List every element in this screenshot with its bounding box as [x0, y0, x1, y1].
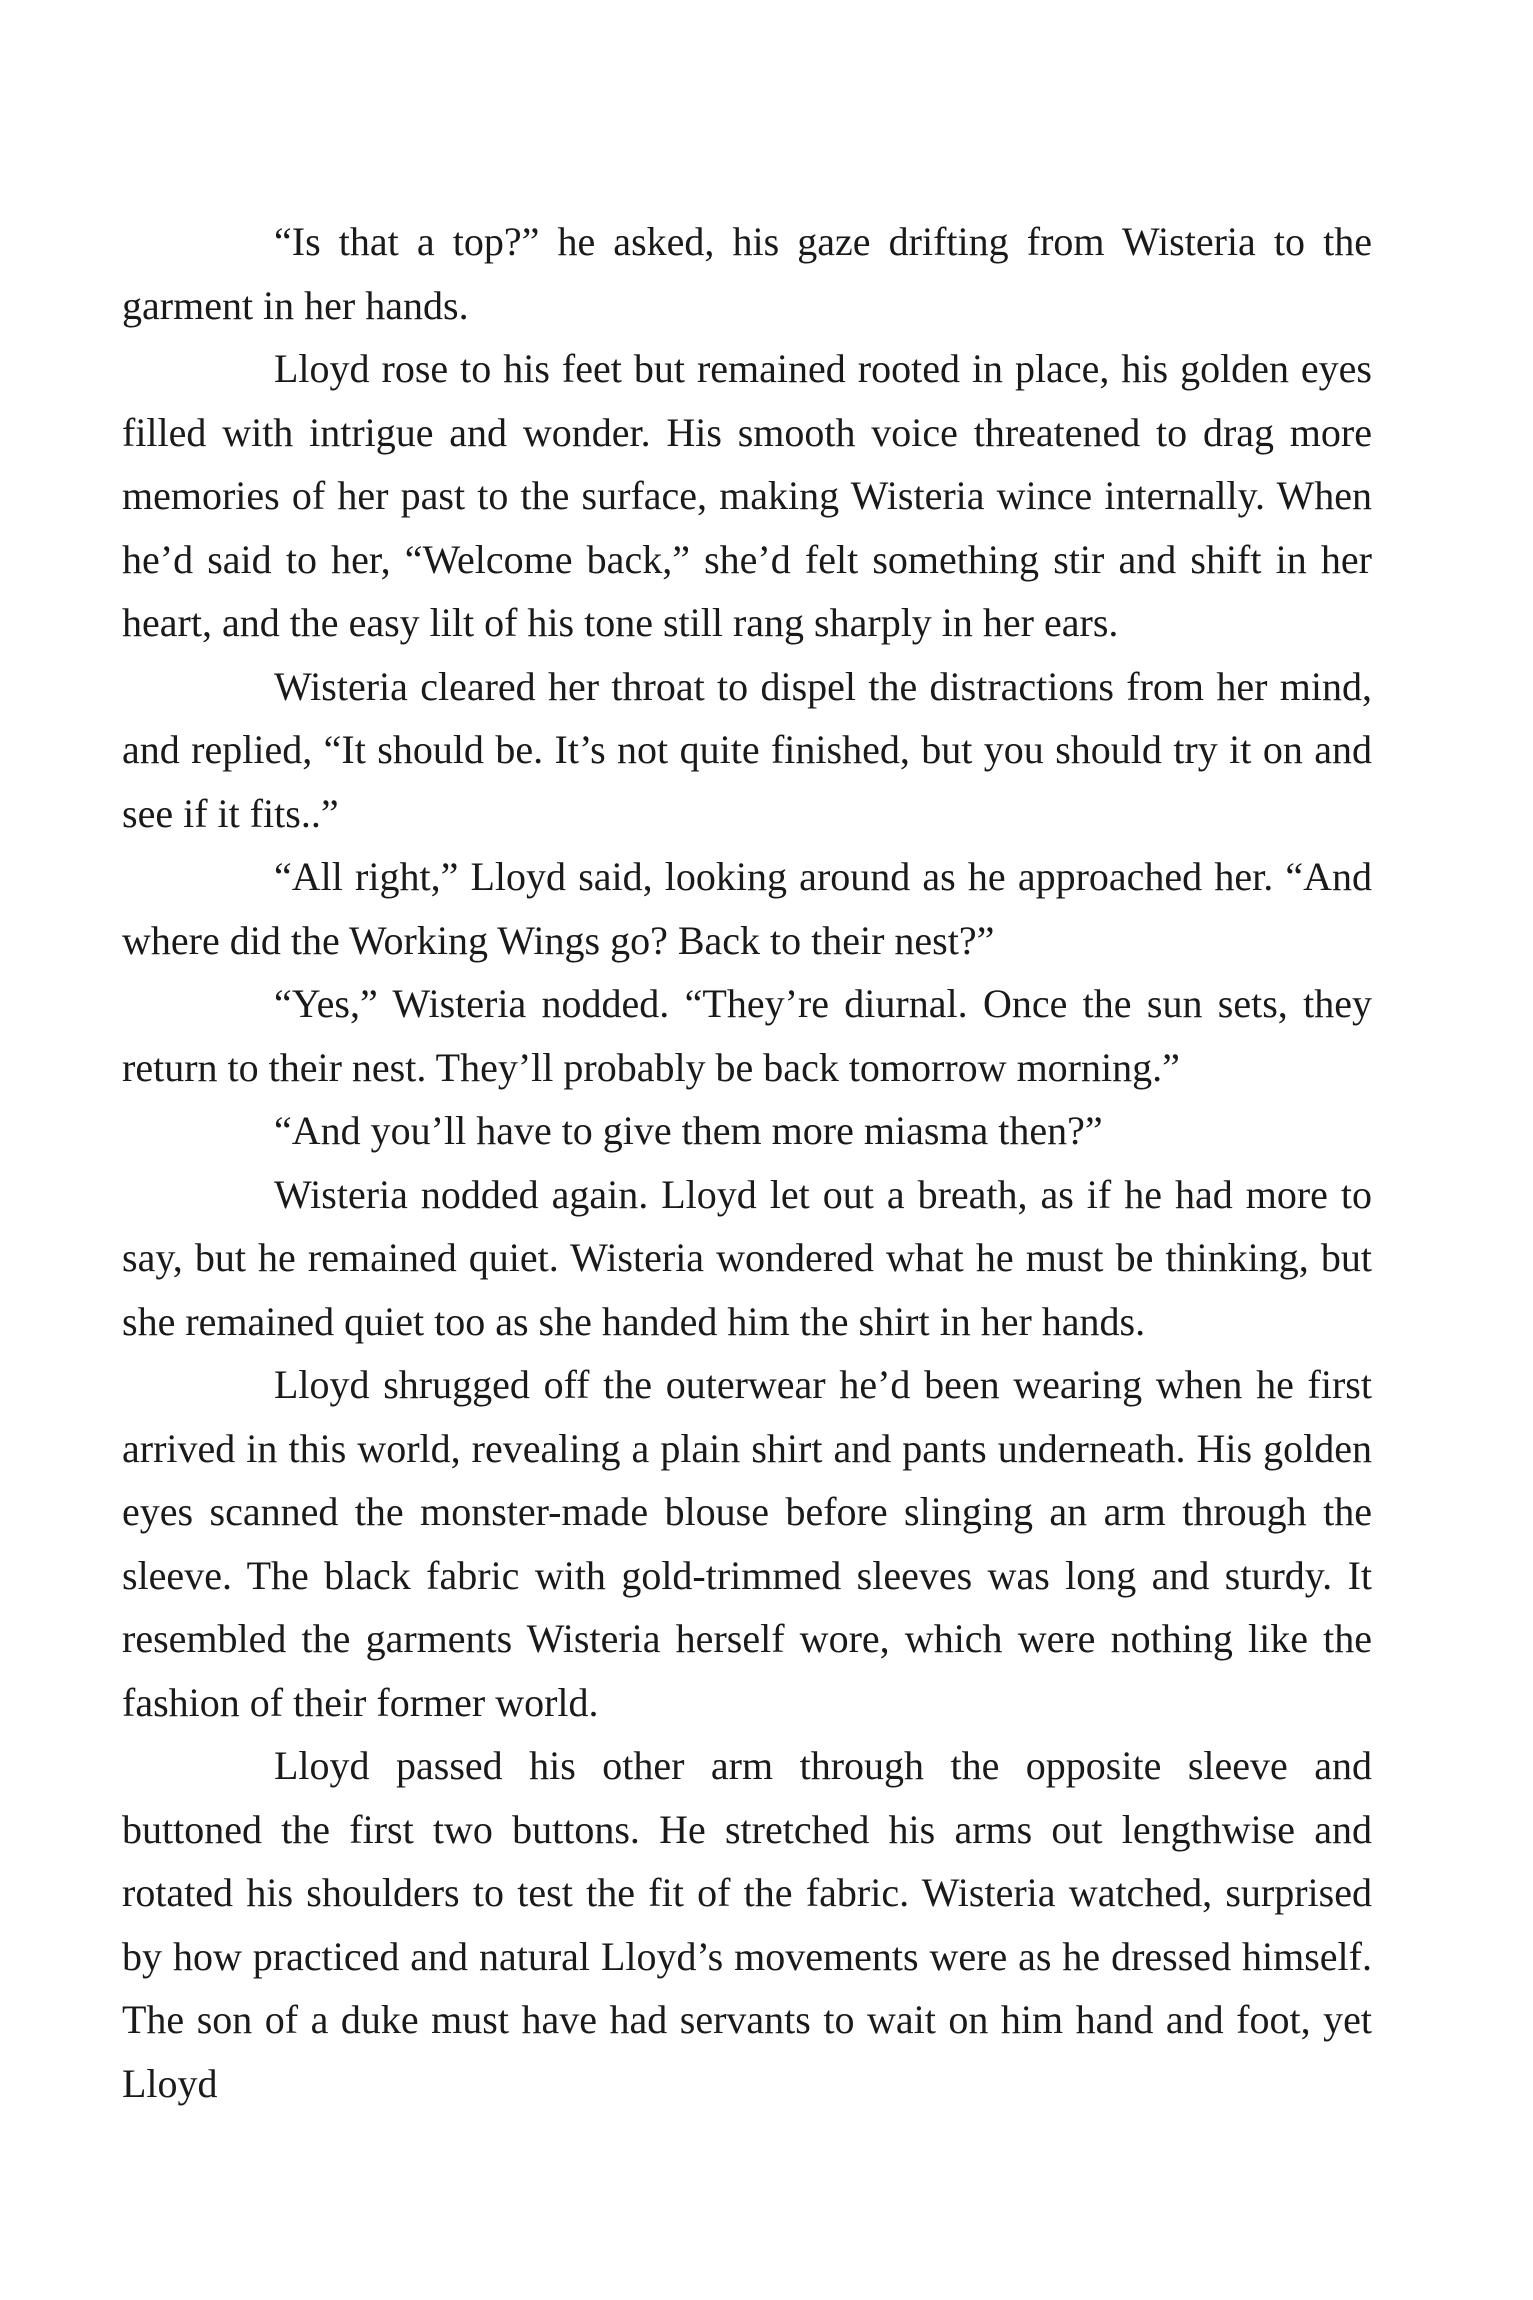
paragraph: “All right,” Lloyd said, looking around as he approached her. “And where did the Working Wings go? Back to their nest?” [122, 854, 1372, 963]
paragraph: “And you’ll have to give them more miasma then?” [274, 1108, 1103, 1153]
paragraph: “Is that a top?” he asked, his gaze drifting from Wisteria to the garment in her hands. [122, 219, 1372, 328]
paragraph: Lloyd passed his other arm through the opposite sleeve and buttoned the first two buttons. He stretched his arms out lengthwise and rotated his shoulders to test the fit of the fabric. Wisteria watched, surprised by how practiced and natural Lloyd’s movements were as he dressed himself. The son of a duke must have had servants to wait on him hand and foot, yet Lloyd [122, 1743, 1372, 2106]
paragraph: “Yes,” Wisteria nodded. “They’re diurnal. Once the sun sets, they return to their nest. They’ll probably be back tomorrow morning.” [122, 981, 1372, 1090]
paragraph: Wisteria cleared her throat to dispel the distractions from her mind, and replied, “It should be. It’s not quite finished, but you should try it on and see if it fits..” [122, 663, 1372, 836]
page-body [122, 210, 1372, 2115]
paragraph: Lloyd rose to his feet but remained rooted in place, his golden eyes filled with intrigue and wonder. His smooth voice threatened to drag more memories of her past to the surface, making Wisteria wince internally. When he’d said to her, “Welcome back,” she’d felt something stir and shift in her heart, and the easy lilt of his tone still rang sharply in her ears. [122, 346, 1372, 645]
paragraph: Lloyd shrugged off the outerwear he’d been wearing when he first arrived in this world, revealing a plain shirt and pants underneath. His golden eyes scanned the monster-made blouse before slinging an arm through the sleeve. The black fabric with gold-trimmed sleeves was long and sturdy. It resembled the garments Wisteria herself wore, which were nothing like the fashion of their former world. [122, 1362, 1372, 1725]
paragraph: Wisteria nodded again. Lloyd let out a breath, as if he had more to say, but he remained quiet. Wisteria wondered what he must be thinking, but she remained quiet too as she handed him the shirt in her hands. [122, 1171, 1372, 1344]
